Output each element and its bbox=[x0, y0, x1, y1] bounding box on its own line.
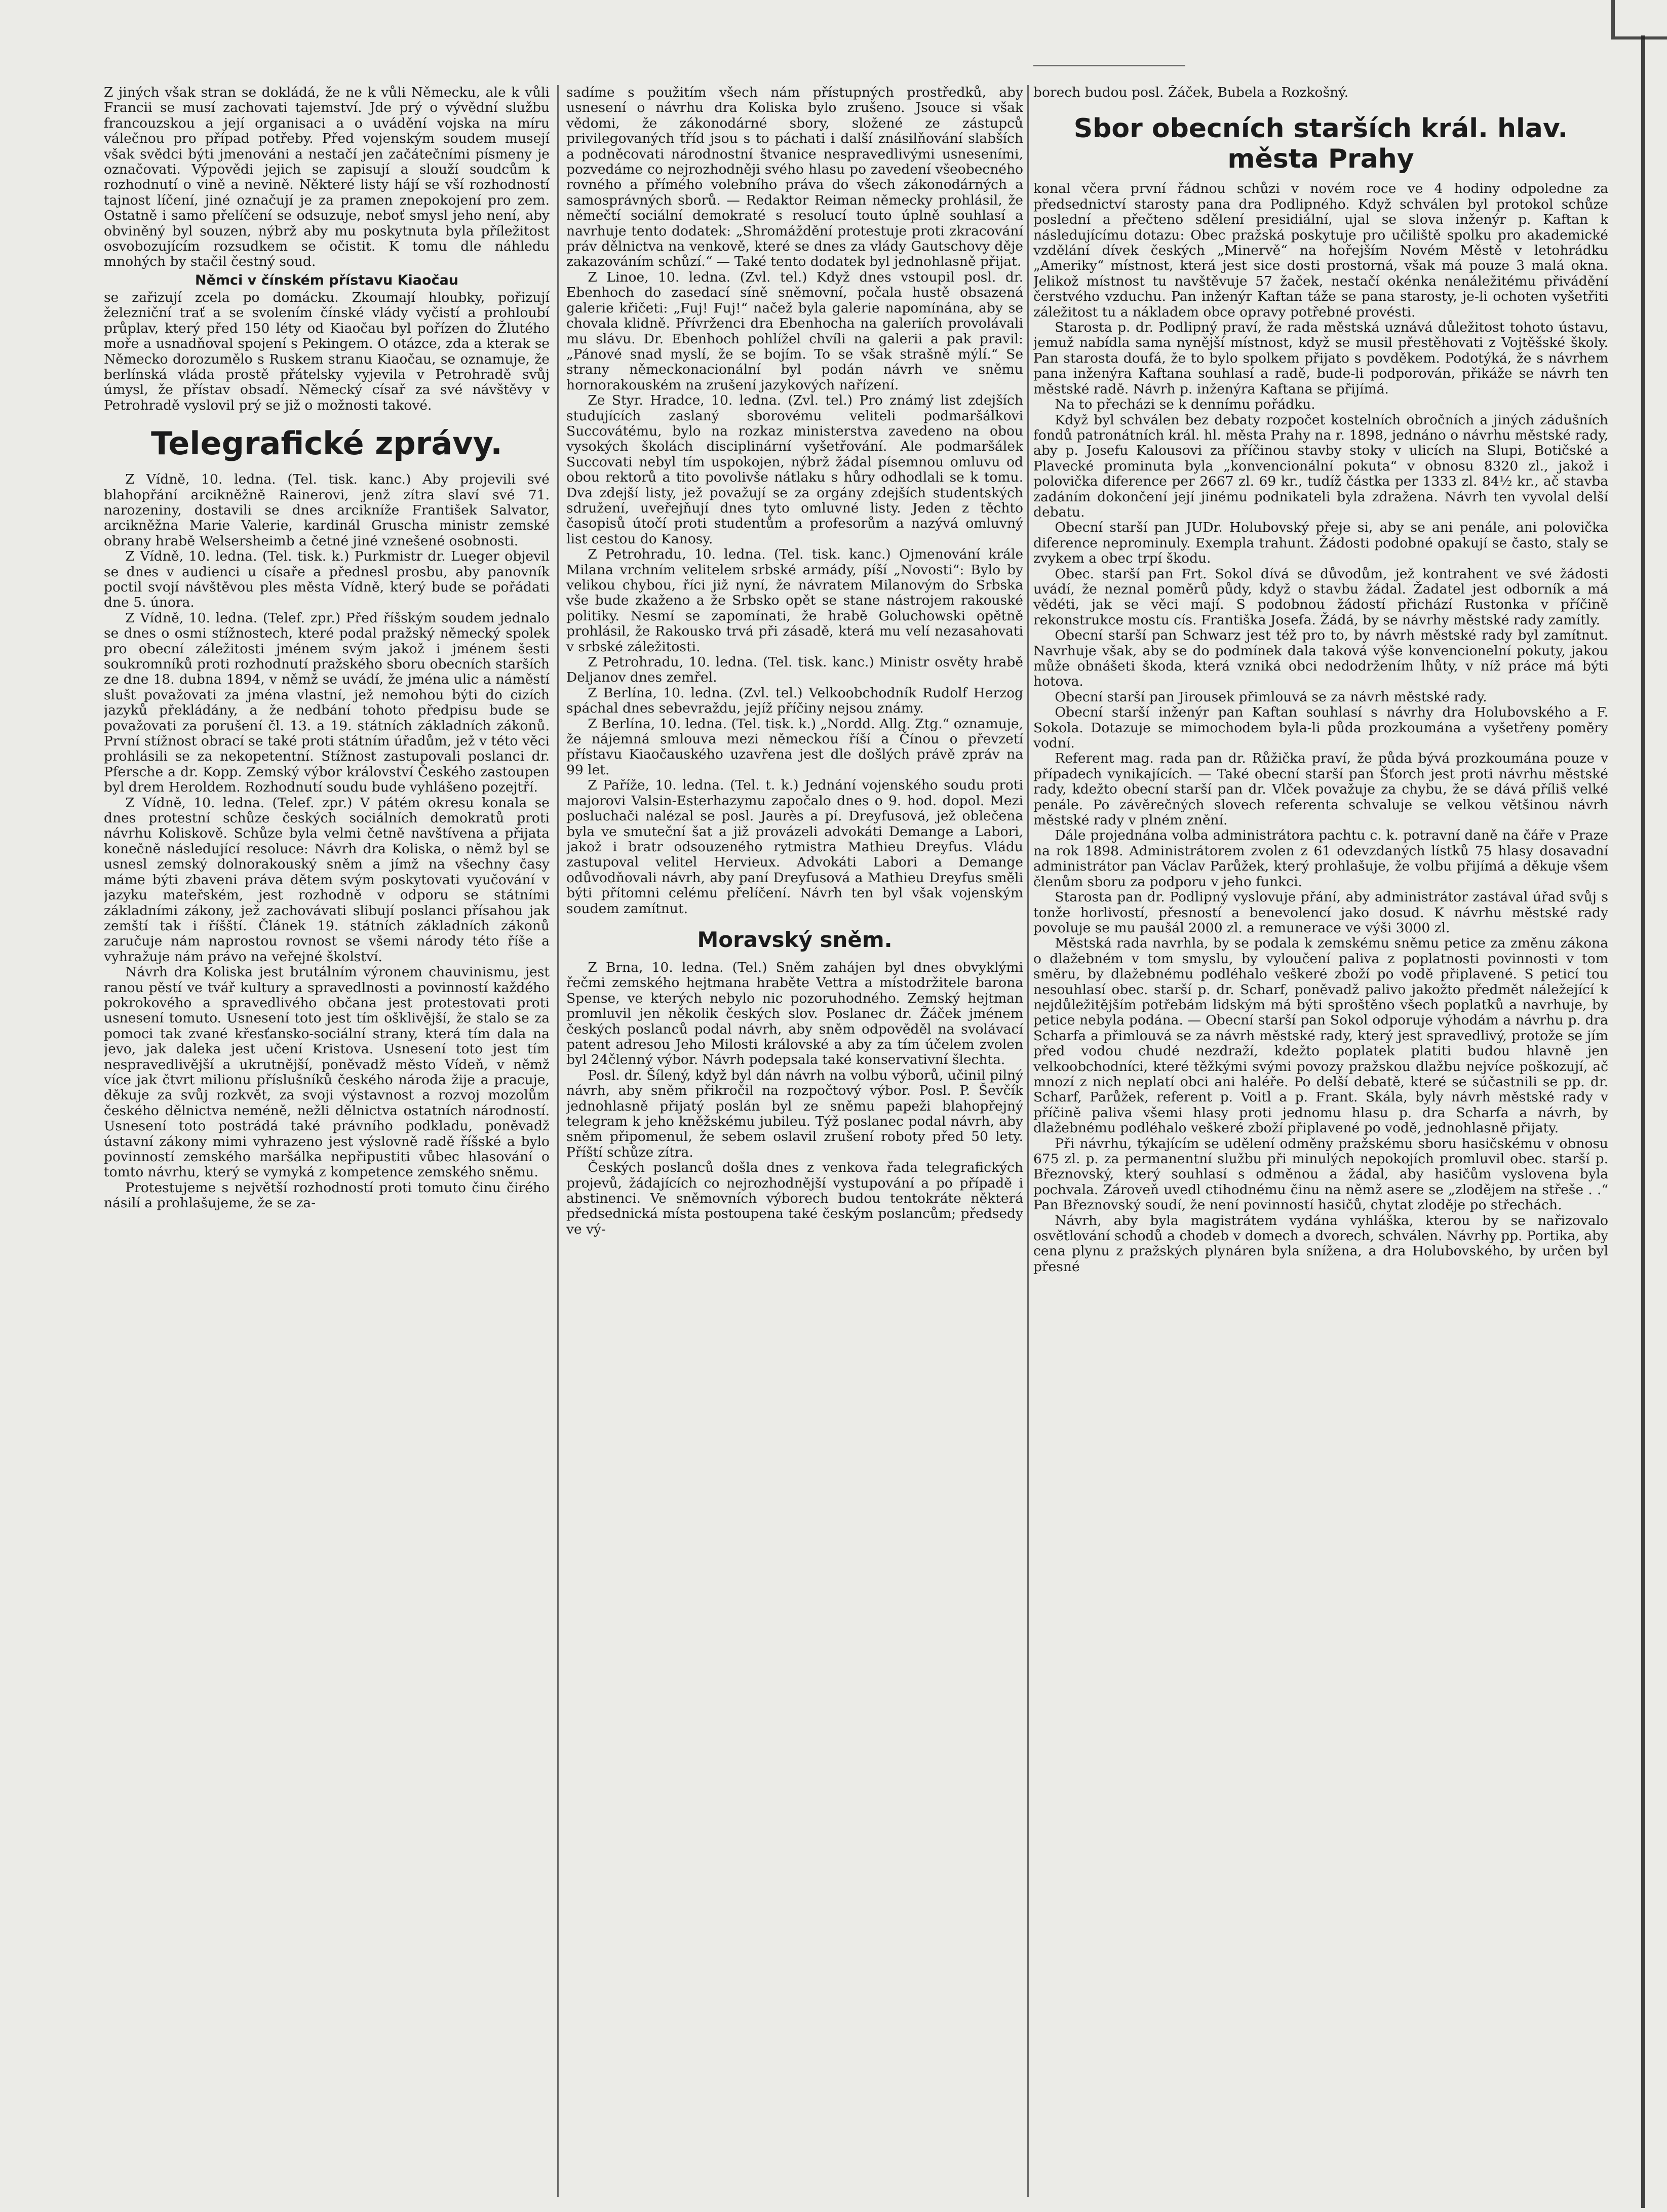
news-item: Z Berlína, 10. ledna. (Zvl. tel.) Velkoobchodník Rudolf Herzog spáchal dnes sebevraždu, jejíž příčiny nejsou známy. bbox=[566, 685, 1023, 717]
news-item: Z Berlína, 10. ledna. (Tel. tisk. k.) „Nordd. Allg. Ztg.“ oznamuje, že nájemná smlouva mezi německou říší a Čínou o převzetí přístavu Kiaočauského uzavřena jest dle došlých právě zpráv na 99 let. bbox=[566, 716, 1023, 778]
news-item: Z Petrohradu, 10. ledna. (Tel. tisk. kanc.) Ministr osvěty hrabě Deljanov dnes zemřel. bbox=[566, 654, 1023, 686]
news-item: sadíme s použitím všech nám přístupných prostředků, aby usnesení o návrhu dra Koliska bylo zrušeno. Jsouce si však vědomi, že zákonodárné sbory, složené ze zástupců privilegovaných tříd jsou s to páchati i další znásilňování slabších a podněcovati národnostní štvanice nespravedlivými usneseními, pozvedáme co nejrozhodněji svého hlasu po zavedení všeobecného rovného a přímého volebního práva do všech zákonodárných a samosprávných sborů. — Redaktor Reiman německy prohlásil, že němečtí sociální demokraté s resolucí touto úplně souhlasí a navrhuje tento dodatek: „Shromáždění protestuje proti zkracování práv dělnictva na venkově, které se dnes za vlády Gautschovy děje zakazováním schůzí.“ — Také tento dodatek byl jednohlasně přijat. bbox=[566, 85, 1023, 270]
article-paragraph: Obecní starší pan Schwarz jest též pro to, by návrh městské rady byl zamítnut. Navrhuje však, aby se do podmínek dala taková výše konvencionelní pokuty, jakou může obnášeti škoda, která vzniká obci nedodržením lhůty, v níž práce má býti hotova. bbox=[1033, 627, 1608, 690]
article-paragraph: Obecní starší pan JUDr. Holubovský přeje si, aby se ani penále, ani polovička diference neprominuly. Exempla trahunt. Žádosti podobné opakují se často, staly se zvykem a obec trpí škodu. bbox=[1033, 520, 1608, 567]
article-paragraph: borech budou posl. Žáček, Bubela a Rozkošný. bbox=[1033, 85, 1349, 100]
news-item: Z Vídně, 10. ledna. (Telef. zpr.) Před říšským soudem jednalo se dnes o osmi stížnostech, které podal pražský německý spolek pro obecní záležitosti jménem svým jakož i jménem šesti soukromníků proti rozhodnutí pražského sboru obecních starších ze dne 18. dubna 1894, v němž se uvádí, že jména ulic a náměstí slušt považovati za jména vlastní, jež nemohou býti do cizích jazyků překládány, a že nedbání tohoto předpisu bude se považovati za porušení čl. 13. a 19. státních základních zákonů. První stížnost obrací se také proti státním úřadům, jež v této věci prohlásili se za nekopetentní. Stížnost zastupovali poslanci dr. Pfersche a dr. Kopp. Zemský výbor království Českého zastoupen byl drem Heroldem. Rozhodnutí soudu bude vyhlášeno pozejtří. bbox=[104, 610, 550, 796]
section-heading-sbor-line2: města Prahy bbox=[1227, 144, 1414, 175]
news-item: Českých poslanců došla dnes z venkova řada telegrafických projevů, žádajících co nejrozhodnější vystupování a po případě i abstinenci. Ve sněmovních výborech budou tentokráte některá předsednická místa postoupena také českým poslancům; předsedy ve vý- bbox=[566, 1160, 1023, 1237]
article-paragraph: Obecní starší inženýr pan Kaftan souhlasí s návrhy dra Holubovského a F. Sokola. Dotazuje se mimochodem byla-li půda prozkoumána a vyšetřeny poměry vodní. bbox=[1033, 704, 1608, 752]
news-item: Posl. dr. Šílený, když byl dán návrh na volbu výborů, učinil pilný návrh, aby sněm přikročil na rozpočtový výbor. Posl. P. Ševčík jednohlasně přijatý poslán byl ze sněmu papeži blahopřejný telegram k jeho kněžskému jubileu. Týž poslanec podal návrh, aby sněm připomenul, že sebem oslavil zrušení roboty před 50 lety. Příští schůze zítra. bbox=[566, 1067, 1023, 1160]
news-item: Protestujeme s největší rozhodností proti tomuto činu čirého násilí a prohlašujeme, že se za- bbox=[104, 1179, 550, 1211]
news-item: Z Vídně, 10. ledna. (Tel. tisk. k.) Purkmistr dr. Lueger objevil se dnes v audienci u císaře a přednesl prosbu, aby panovník poctil svojí návštěvou ples města Vídně, který bude se pořádati dne 5. února. bbox=[104, 548, 550, 611]
section-heading-telegrafic: Telegrafické zprávy. bbox=[151, 425, 502, 462]
article-paragraph: Obec. starší pan Frt. Sokol dívá se důvodům, jež kontrahent ve své žádosti uvádí, že neznal poměrů půdy, když o stavbu žádal. Žadatel jest odborník a má vědéti, jak se věci mají. S podobnou žádostí přichází Rustonka v příčině rekonstrukce mostu cís. Františka Josefa. Žádá, by se návrhy městské rady zamítly. bbox=[1033, 566, 1608, 628]
article-paragraph: Z jiných však stran se dokládá, že ne k vůli Německu, ale k vůli Francii se musí zachovati tajemství. Jde prý o vývědní službu francouzskou a její organisaci a o uvádění vojska na míru válečnou pro případ potřeby. Před vojenským soudem musejí však svědci býti jmenováni a nestačí jen začátečními písmeny je označovati. Výpovědi jejich se zapisují a slouží soudcům k rozhodnutí o vině a nevině. Některé listy hájí se vší rozhodností tajnost líčení, jiné označují je za pramen znepokojení pro zem. Ostatně i samo přelíčení se odsuzuje, neboť smysl jeho není, aby obviněný byl souzen, nýbrž aby mu poskytnuta byla příležitost osvobozujícím rozsudkem se očistit. K tomu dle náhledu mnohých by stačil čestný soud. bbox=[104, 85, 550, 270]
column-3 bbox=[1033, 85, 1608, 2207]
article-paragraph: Když byl schválen bez debaty rozpočet kostelních obročních a jiných zádušních fondů patronátních král. hl. města Prahy na r. 1898, jednáno o návrhu městské rady, aby p. Josefu Kalousovi za příčinou stavby stoky v ulicích na Slupi, Botičské a Plavecké prominuta byla „konvencionální pokuta“ v obnosu 8320 zl., jakož i polovička diference per 2667 zl. 69 kr., tudíž částka per 1333 zl. 84½ kr., ač stavba zadáním dokončení její jinému podnikateli byla zdražena. Návrh ten vyvolal delší debatu. bbox=[1033, 412, 1608, 520]
column-rule-2 bbox=[1027, 85, 1029, 2197]
column-1 bbox=[104, 85, 550, 2207]
page-corner-frame bbox=[1611, 0, 1667, 40]
article-paragraph: se zařizují zcela po domácku. Zkoumají hloubky, pořizují železniční trať a se svolením čínské vlády vyčistí a prohloubí průplav, který před 150 léty od Kiaočau byl pořízen do Žlutého moře a usnadňoval spojení s Pekingem. O otázce, zda a kterak se Německo dorozumělo s Ruskem stranu Kiaočau, se oznamuje, že berlínská vláda prostě přátelsky vyjevila v Petrohradě svůj úmysl, že přístav obsadí. Německý císař za své návštěvy v Petrohradě vyslovil prý se již o možnosti takové. bbox=[104, 289, 550, 413]
news-item: Z Brna, 10. ledna. (Tel.) Sněm zahájen byl dnes obvyklými řečmi zemského hejtmana hraběte Vettra a místodržitele barona Spense, ve kterých nebylo nic pozoruhodného. Zemský hejtman promluvil jen několik českých slov. Poslanec dr. Žáček jménem českých poslanců podal návrh, aby sněm odpověděl na svolávací patent adresou Jeho Milosti královské a aby za tím účelem zvolen byl 24členný výbor. Návrh podepsala také konservativní šlechta. bbox=[566, 959, 1023, 1068]
article-paragraph: Městská rada navrhla, by se podala k zemskému sněmu petice za změnu zákona o dlažebném v tom smyslu, by vyloučení paliva z poplatnosti povinnosti v tom směru, by dlažebnému podléhalo veškeré zboží po vodě připlavené. S peticí tou nesouhlasí obec. starší p. dr. Scharf, poněvadž palivo jakožto předmět náležející k nejdůležitějším potřebám lidským má býti sproštěno všech poplatků a navrhuje, by petice nebyla podána. — Obecní starší pan Sokol odporuje výhodám a návrhu p. dra Scharfa a přimlouvá se za návrh městské rady, který jest spravedlivý, protože se jím před vodou chudé nezdraží, kdežto poplatek platiti budou hlavně jen velkoobchodníci, které těžkými svými povozy pražskou dlažbu nejvíce poškozují, ač mnozí z nich neplatí obci ani haléře. Po delší debatě, které se súčastnili se pp. dr. Scharf, Parůžek, referent p. Voitl a p. Frant. Skála, byly návrh městské rady v příčině paliva všemi hlasy proti jednomu hlasu p. dra Scharfa a návrh, by dlažebnému podléhalo veškeré zboží připlavené po vodě, jednohlasně přijaty. bbox=[1033, 935, 1608, 1136]
article-paragraph: Dále projednána volba administrátora pachtu c. k. potravní daně na čáře v Praze na rok 1898. Administrátorem zvolen z 61 odevzdaných lístků 75 hlasy dosavadní administrátor pan Václav Parůžek, který prohlašuje, že volbu přijímá a děkuje všem členům sboru za podporu v jeho funkci. bbox=[1033, 827, 1608, 890]
news-item: Návrh dra Koliska jest brutálním výronem chauvinismu, jest ranou pěstí ve tvář kultury a spravedlnosti a povinností každého pokrokového a spravedlivého občana jest protestovati proti usnesení tomuto. Usnesení toto jest tím ošklivější, že stalo se za pomoci tak zvané křesťansko-sociální strany, která tím dala na jevo, jak daleka jest učení Kristova. Usnesení toto jest tím nespravedlivější a ukrutnější, poněvadž město Vídeň, v němž více jak čtvrt milionu příslušníků českého národa žije a pracuje, děkuje za svůj rozkvět, za svoji výstavnost a rozvoj mozolům českého dělnictva neméně, nežli dělnictva ostatních národností. Usnesení toto postrádá také právního podkladu, poněvadž ústavní zákony mimi vyhrazeno jest výslovně radě říšské a bylo povinností zemského maršálka nepřipustiti vůbec hlasování o tomto návrhu, který se vymyká z kompetence zemského sněmu. bbox=[104, 964, 550, 1180]
news-item: Ze Styr. Hradce, 10. ledna. (Zvl. tel.) Pro známý list zdejších studujících zaslaný sborovému veliteli podmaršálkovi Succovátému, bylo na rozkaz ministerstva zavedeno na obou vysokých školách disciplinární vyšetřování. Ale podmaršálek Succovati nebyl tím uspokojen, nýbrž žádal písemnou omluvu od obou rektorů a tito povolivše nátlaku s hůry odhodlali se k tomu. Dva zdejší listy, jež považují se za orgány zdejších studentských sdružení, uveřejňují dnes tyto omluvné listy. Jeden z těchto časopisů útočí proti studentům a profesorům a nazývá omluvný list cestou do Kanosy. bbox=[566, 392, 1023, 547]
article-paragraph: konal včera první řádnou schůzi v novém roce ve 4 hodiny odpoledne za předsednictví starosty pana dra Podlipného. Když schválen byl protokol schůze poslední a přečteno sdělení presidiální, ujal se slova inženýr p. Kaftan k následujícímu dotazu: Obec pražská poskytuje pro učiliště spolku pro akademické vzdělání dívek českých „Minervě“ na hořejším Novém Městě v letohrádku „Ameriky“ místnost, která jest sice dosti prostorná, však má pouze 3 malá okna. Jelikož místnost tu navštěvuje 57 žaček, nestačí okénka nenáležitému přivádění čerstvého vzduchu. Pan inženýr Kaftan táže se pana starosty, je-li ochoten vyšetřiti záležitost tu a nákladem obce opravy potřebné provésti. bbox=[1033, 181, 1608, 320]
top-divider bbox=[1033, 65, 1185, 66]
article-paragraph: Při návrhu, týkajícím se udělení odměny pražskému sboru hasičskému v obnosu 675 zl. p. za permanentní službu při minulých nepokojích promluvil obec. starší p. Březnovský, který souhlasí s odměnou a žádal, aby hasičům vyslovena byla pochvala. Zároveň uvedl ctihodnému činu na němž asere se „zlodějem na střeše . .“ Pan Březnovský soudí, že není povinností hasičů, chytat zloděje po střechách. bbox=[1033, 1135, 1608, 1213]
article-paragraph: Obecní starší pan Jirousek přimlouvá se za návrh městské rady. bbox=[1055, 689, 1487, 705]
news-item: Z Paříže, 10. ledna. (Tel. t. k.) Jednání vojenského soudu proti majorovi Valsin-Esterhazymu započalo dnes o 9. hod. dopol. Mezi posluchači nalézal se posl. Jaurès a pí. Dreyfusová, jež oblečena byla ve smuteční šat a již provázeli advokáti Demange a Labori, jakož i bratr odsouzeného rytmistra Mathieu Dreyfus. Vládu zastupoval velitel Hervieux. Advokáti Labori a Demange odůvodňovali návrh, aby paní Dreyfusová a Mathieu Dreyfus směli býti přítomni celému přelíčení. Návrh ten byl však vojenským soudem zamítnut. bbox=[566, 777, 1023, 917]
news-item: Z Linoe, 10. ledna. (Zvl. tel.) Když dnes vstoupil posl. dr. Ebenhoch do zasedací síně sněmovní, počala hustě obsazená galerie křičeti: „Fuj! Fuj!“ načež byla galerie napomínána, aby se chovala klidně. Přívrženci dra Ebenhocha na galeriích provolávali mu slávu. Dr. Ebenhoch pohlížel chvíli na galerii a pak pravil: „Pánové snad myslí, že se bojím. To se však strašně mýlí.“ Se strany německonacionální byl podán návrh ve sněmu hornorakouském na zrušení jazykových nařízení. bbox=[566, 269, 1023, 393]
column-rule-1 bbox=[557, 85, 559, 2197]
section-heading-sbor-line1: Sbor obecních starších král. hlav. bbox=[1073, 113, 1568, 144]
article-paragraph: Starosta p. dr. Podlipný praví, že rada městská uznává důležitost tohoto ústavu, jemuž nabídla sama nynější místnost, když se musil přestěhovati z Vojtěšské školy. Pan starosta doufá, že to bylo spolkem přijato s povděkem. Podotýká, že s návrhem pana inženýra Kaftana souhlasí a radě, bude-li podporován, přikáže se návrh ten městské radě. Návrh p. inženýra Kaftana se přijímá. bbox=[1033, 320, 1608, 397]
article-paragraph: Na to přecházi se k dennímu pořádku. bbox=[1055, 397, 1315, 413]
news-item: Z Vídně, 10. ledna. (Telef. zpr.) V pátém okresu konala se dnes protestní schůze českých sociálních demokratů proti návrhu Koliskově. Schůze byla velmi četně navštívena a přijata konečně následující resoluce: Návrh dra Koliska, o němž byl se usnesl zemský dolnorakouský sněm a jímž na všechny časy máme býti zbaveni práva dětem svým poskytovati vyučování v jazyku mateřském, jest rozhodně v odporu se státními základními zákony, jež zachovávati slibují poslanci přísahou jak zemští tak i říšští. Článek 19. státních základních zákonů zaručuje nám naprostou rovnost se všemi národy této říše a vyhražuje nám právo na veřejné školství. bbox=[104, 795, 550, 965]
page-right-border bbox=[1641, 35, 1645, 2208]
news-item: Z Petrohradu, 10. ledna. (Tel. tisk. kanc.) Ojmenování krále Milana vrchním velitelem srbské armády, píší „Novosti“: Bylo by velikou chybou, říci již nyní, že návratem Milanovým do Srbska vše bude zkaženo a že Srbsko opět se stane nástrojem rakouské politiky. Nesmí se zapomínati, že hrabě Goluchowski opětně prohlásil, že Rakousko trvá při zásadě, která mu velí nezasahovati v srbské záležitosti. bbox=[566, 546, 1023, 655]
article-paragraph: Starosta pan dr. Podlipný vyslovuje přání, aby administrátor zastával úřad svůj s tonže horlivostí, přesností a benevolencí jako dosud. K návrhu městské rady povoluje se mu paušál 2000 zl. a remunerace ve výši 3000 zl. bbox=[1033, 889, 1608, 936]
section-subheading: Němci v čínském přístavu Kiaočau bbox=[195, 272, 459, 288]
news-item: Z Vídně, 10. ledna. (Tel. tisk. kanc.) Aby projevili své blahopřání arcikněžně Rainerovi, jenž zítra slaví své 71. narozeniny, dostavili se dnes arcikníže František Salvator, arcikněžna Marie Valerie, kardinál Gruscha ministr zemské obrany hrabě Welsersheimb a četné jiné vznešené osobnosti. bbox=[104, 471, 550, 549]
article-paragraph: Referent mag. rada pan dr. Růžička praví, že půda bývá prozkoumána pouze v případech vynikajících. — Také obecní starší pan Šťorch jest proti návrhu městské rady, kdežto obecní starší pan dr. Vlček považuje za chybu, že se dává příliš velké penále. Po závěrečných slovech referenta schvaluje se velkou většinou návrh městské rady v plném znění. bbox=[1033, 750, 1608, 828]
section-heading-moravsky-snem: Moravský sněm. bbox=[697, 927, 893, 952]
column-2 bbox=[566, 85, 1023, 2207]
article-paragraph: Návrh, aby byla magistrátem vydána vyhláška, kterou by se nařizovalo osvětlování schodů a chodeb v domech a dvorech, schválen. Návrhy pp. Portika, aby cena plynu z pražských plynáren byla snížena, a dra Holubovského, by určen byl přesné bbox=[1033, 1212, 1608, 1275]
